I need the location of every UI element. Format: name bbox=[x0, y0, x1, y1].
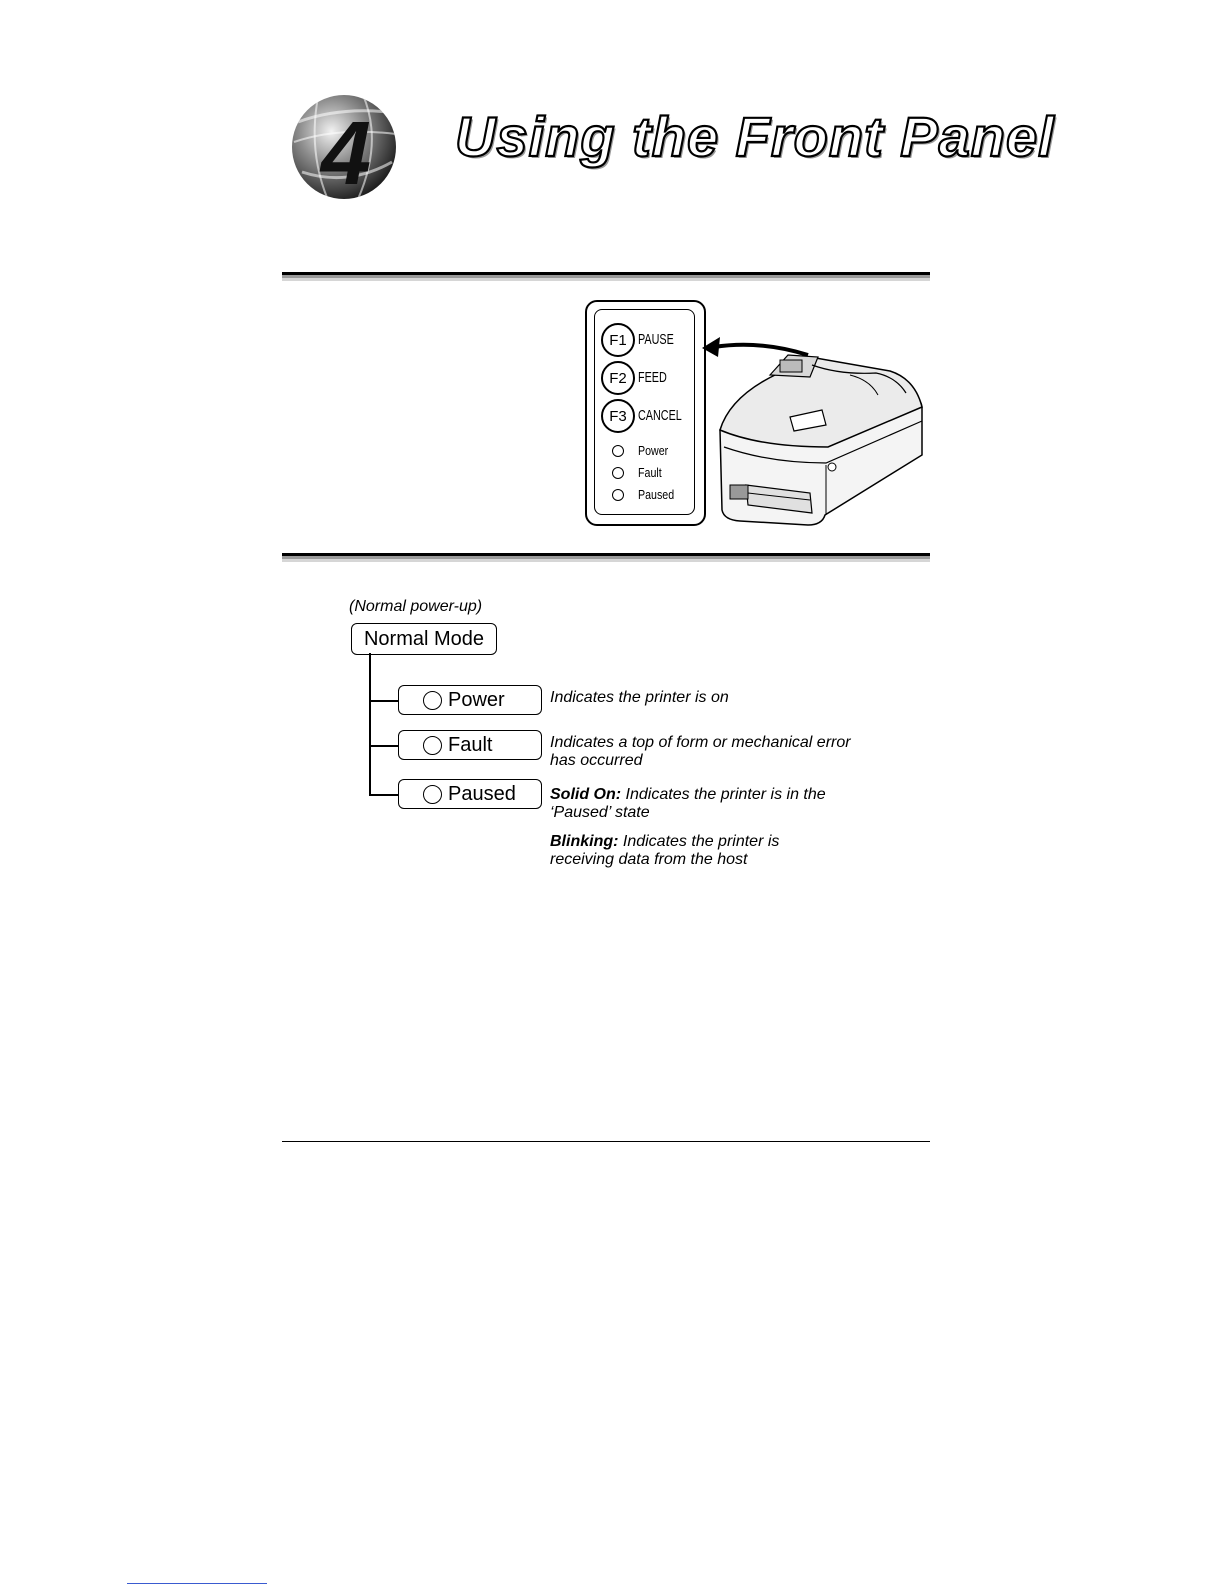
power-led-label: Power bbox=[638, 443, 669, 458]
paused-solid-description bbox=[550, 786, 870, 822]
fault-indicator-label: Fault bbox=[448, 733, 493, 756]
chapter-emblem bbox=[288, 92, 400, 202]
f1-key[interactable] bbox=[601, 323, 635, 357]
f2-key[interactable] bbox=[601, 361, 635, 395]
printer-illustration bbox=[700, 335, 930, 530]
diagram-caption: (Normal power-up) bbox=[349, 598, 483, 615]
normal-mode-box: Normal Mode bbox=[351, 623, 497, 655]
power-indicator-label: Power bbox=[448, 688, 505, 711]
blinking-label: Blinking: bbox=[550, 833, 619, 850]
power-indicator-description: Indicates the printer is on bbox=[550, 689, 729, 706]
solid-on-text: Indicates the printer is in the ‘Paused’ state bbox=[550, 786, 826, 821]
f2-key-label: F2 bbox=[609, 369, 627, 387]
fault-led-label: Fault bbox=[638, 465, 662, 480]
chapter-number: 4 bbox=[320, 104, 372, 202]
power-indicator-icon bbox=[423, 691, 442, 710]
tree-connector-vertical bbox=[369, 653, 371, 795]
paused-indicator-box bbox=[398, 779, 542, 809]
section-divider-bottom bbox=[282, 1141, 930, 1142]
fault-led-icon bbox=[612, 467, 624, 479]
feed-key-label: FEED bbox=[638, 369, 667, 386]
fault-indicator-icon bbox=[423, 736, 442, 755]
solid-on-label: Solid On: bbox=[550, 786, 622, 803]
paused-led-icon bbox=[612, 489, 624, 501]
power-indicator-box bbox=[398, 685, 542, 715]
cancel-key-label: CANCEL bbox=[638, 407, 682, 424]
paused-led-label: Paused bbox=[638, 487, 675, 502]
tree-connector-paused bbox=[369, 794, 398, 796]
section-divider-top bbox=[282, 272, 930, 281]
chapter-title: Using the Front Panel bbox=[455, 105, 1055, 168]
f3-key-label: F3 bbox=[609, 407, 627, 425]
fault-indicator-box bbox=[398, 730, 542, 760]
pointer-arrow-icon bbox=[714, 345, 808, 355]
tree-connector-fault bbox=[369, 745, 398, 747]
f3-key[interactable] bbox=[601, 399, 635, 433]
power-led-icon bbox=[612, 445, 624, 457]
section-divider-middle bbox=[282, 553, 930, 562]
pause-key-label: PAUSE bbox=[638, 331, 674, 348]
paused-indicator-icon bbox=[423, 785, 442, 804]
blinking-text: Indicates the printer is receiving data from the host bbox=[550, 833, 780, 868]
paused-blinking-description bbox=[550, 833, 830, 869]
paused-indicator-label: Paused bbox=[448, 782, 516, 805]
fault-indicator-description: Indicates a top of form or mechanical error has occurred bbox=[550, 734, 851, 769]
tree-connector-power bbox=[369, 700, 398, 702]
f1-key-label: F1 bbox=[609, 331, 627, 349]
